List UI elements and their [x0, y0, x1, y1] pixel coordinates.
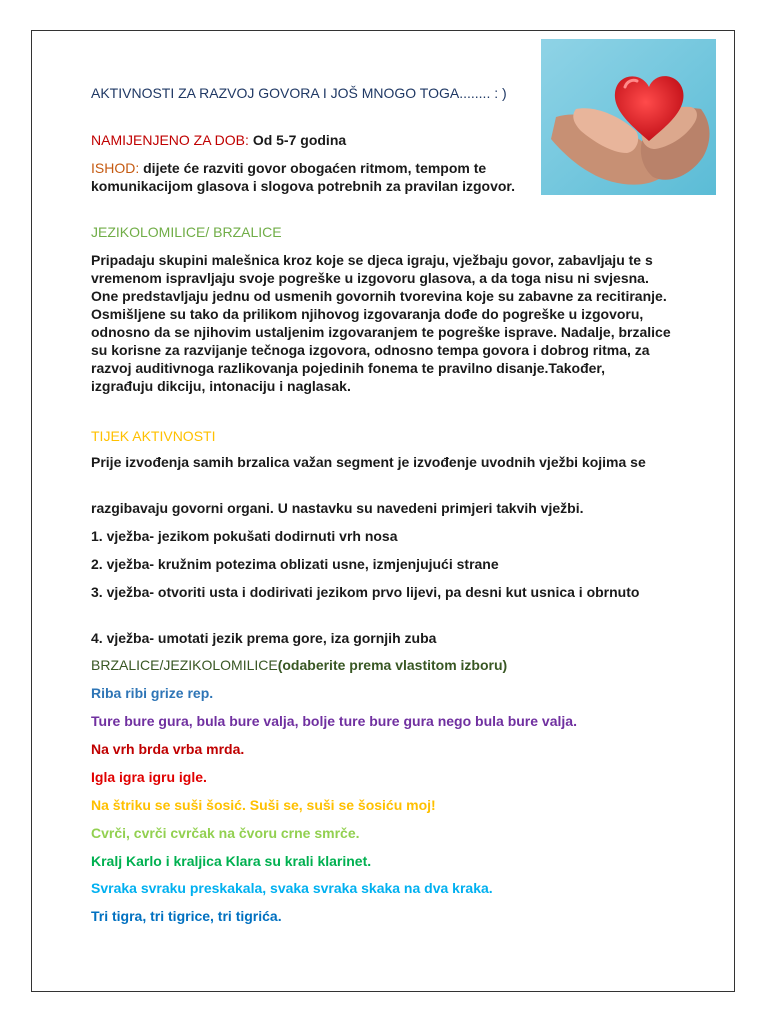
outcome-paragraph	[91, 159, 531, 195]
twister-item: Svraka svraku preskakala, svaka svraka skaka na dva kraka.	[91, 880, 493, 896]
section2-heading: TIJEK AKTIVNOSTI	[91, 428, 216, 444]
twister-item: Na vrh brda vrba mrda.	[91, 741, 245, 757]
section1-heading: JEZIKOLOMILICE/ BRZALICE	[91, 224, 282, 240]
outcome-text: dijete će razviti govor obogaćen ritmom, tempom te komunikacijom glasova i slogova potrebnih za pravilan izgovor.	[91, 160, 515, 194]
age-label: NAMIJENJENO ZA DOB:	[91, 132, 249, 148]
exercise-item: 2. vježba- kružnim potezima oblizati usne, izmjenjujući strane	[91, 556, 499, 572]
twister-item: Igla igra igru igle.	[91, 769, 207, 785]
section2-intro-cont: razgibavaju govorni organi. U nastavku su navedeni primjeri takvih vježbi.	[91, 500, 584, 516]
twister-item: Riba ribi grize rep.	[91, 685, 214, 701]
section1-body: Pripadaju skupini malešnica kroz koje se djeca igraju, vježbaju govor, zabavljaju te s vremenom ispravljaju svoje pogreške u izgovoru glasova, a da toga nisu ni svjesna. One predstavljaju jednu od usmenih govornih tvorevina koje su zabavne za recitiranje. Osmišljene su tako da prilikom njihovog izgovaranja dođe do pogreške u izgovoru, odnosno da se njihovim ustaljenim izgovaranjem te pogreške isprave. Nadalje, brzalice su korisne za razvijanje tečnoga izgovora, odnosno tempa govora i dobrog ritma, za razvoj auditivnoga razlikovanja pojedinih fonema te pravilno disanje.Također, izgrađuju dikciju, intonaciju i naglasak.	[91, 252, 671, 394]
twister-item: Cvrči, cvrči cvrčak na čvoru crne smrče.	[91, 825, 360, 841]
section3-heading-line	[91, 656, 507, 674]
twister-item: Kralj Karlo i kraljica Klara su krali klarinet.	[91, 853, 372, 869]
exercise-item: 4. vježba- umotati jezik prema gore, iza gornjih zuba	[91, 630, 437, 646]
outcome-label: ISHOD:	[91, 160, 140, 176]
twister-item: Ture bure gura, bula bure valja, bolje ture bure gura nego bula bure valja.	[91, 713, 577, 729]
section2-intro: Prije izvođenja samih brzalica važan segment je izvođenje uvodnih vježbi kojima se	[91, 454, 646, 470]
age-value: Od 5-7 godina	[252, 132, 347, 148]
exercise-item: 1. vježba- jezikom pokušati dodirnuti vrh nosa	[91, 528, 398, 544]
section3-note: (odaberite prema vlastitom izboru)	[277, 657, 508, 673]
section3-heading: BRZALICE/JEZIKOLOMILICE	[91, 657, 278, 673]
twister-item: Na štriku se suši šosić. Suši se, suši se šosiću moj!	[91, 797, 436, 813]
document-title: AKTIVNOSTI ZA RAZVOJ GOVORA I JOŠ MNOGO TOGA........ : )	[91, 85, 507, 101]
exercise-item: 3. vježba- otvoriti usta i dodirivati jezikom prvo lijevi, pa desni kut usnica i obrnuto	[91, 584, 640, 600]
twister-item: Tri tigra, tri tigrice, tri tigrića.	[91, 908, 282, 924]
age-line	[91, 131, 346, 149]
heart-in-hands-photo	[541, 39, 716, 195]
